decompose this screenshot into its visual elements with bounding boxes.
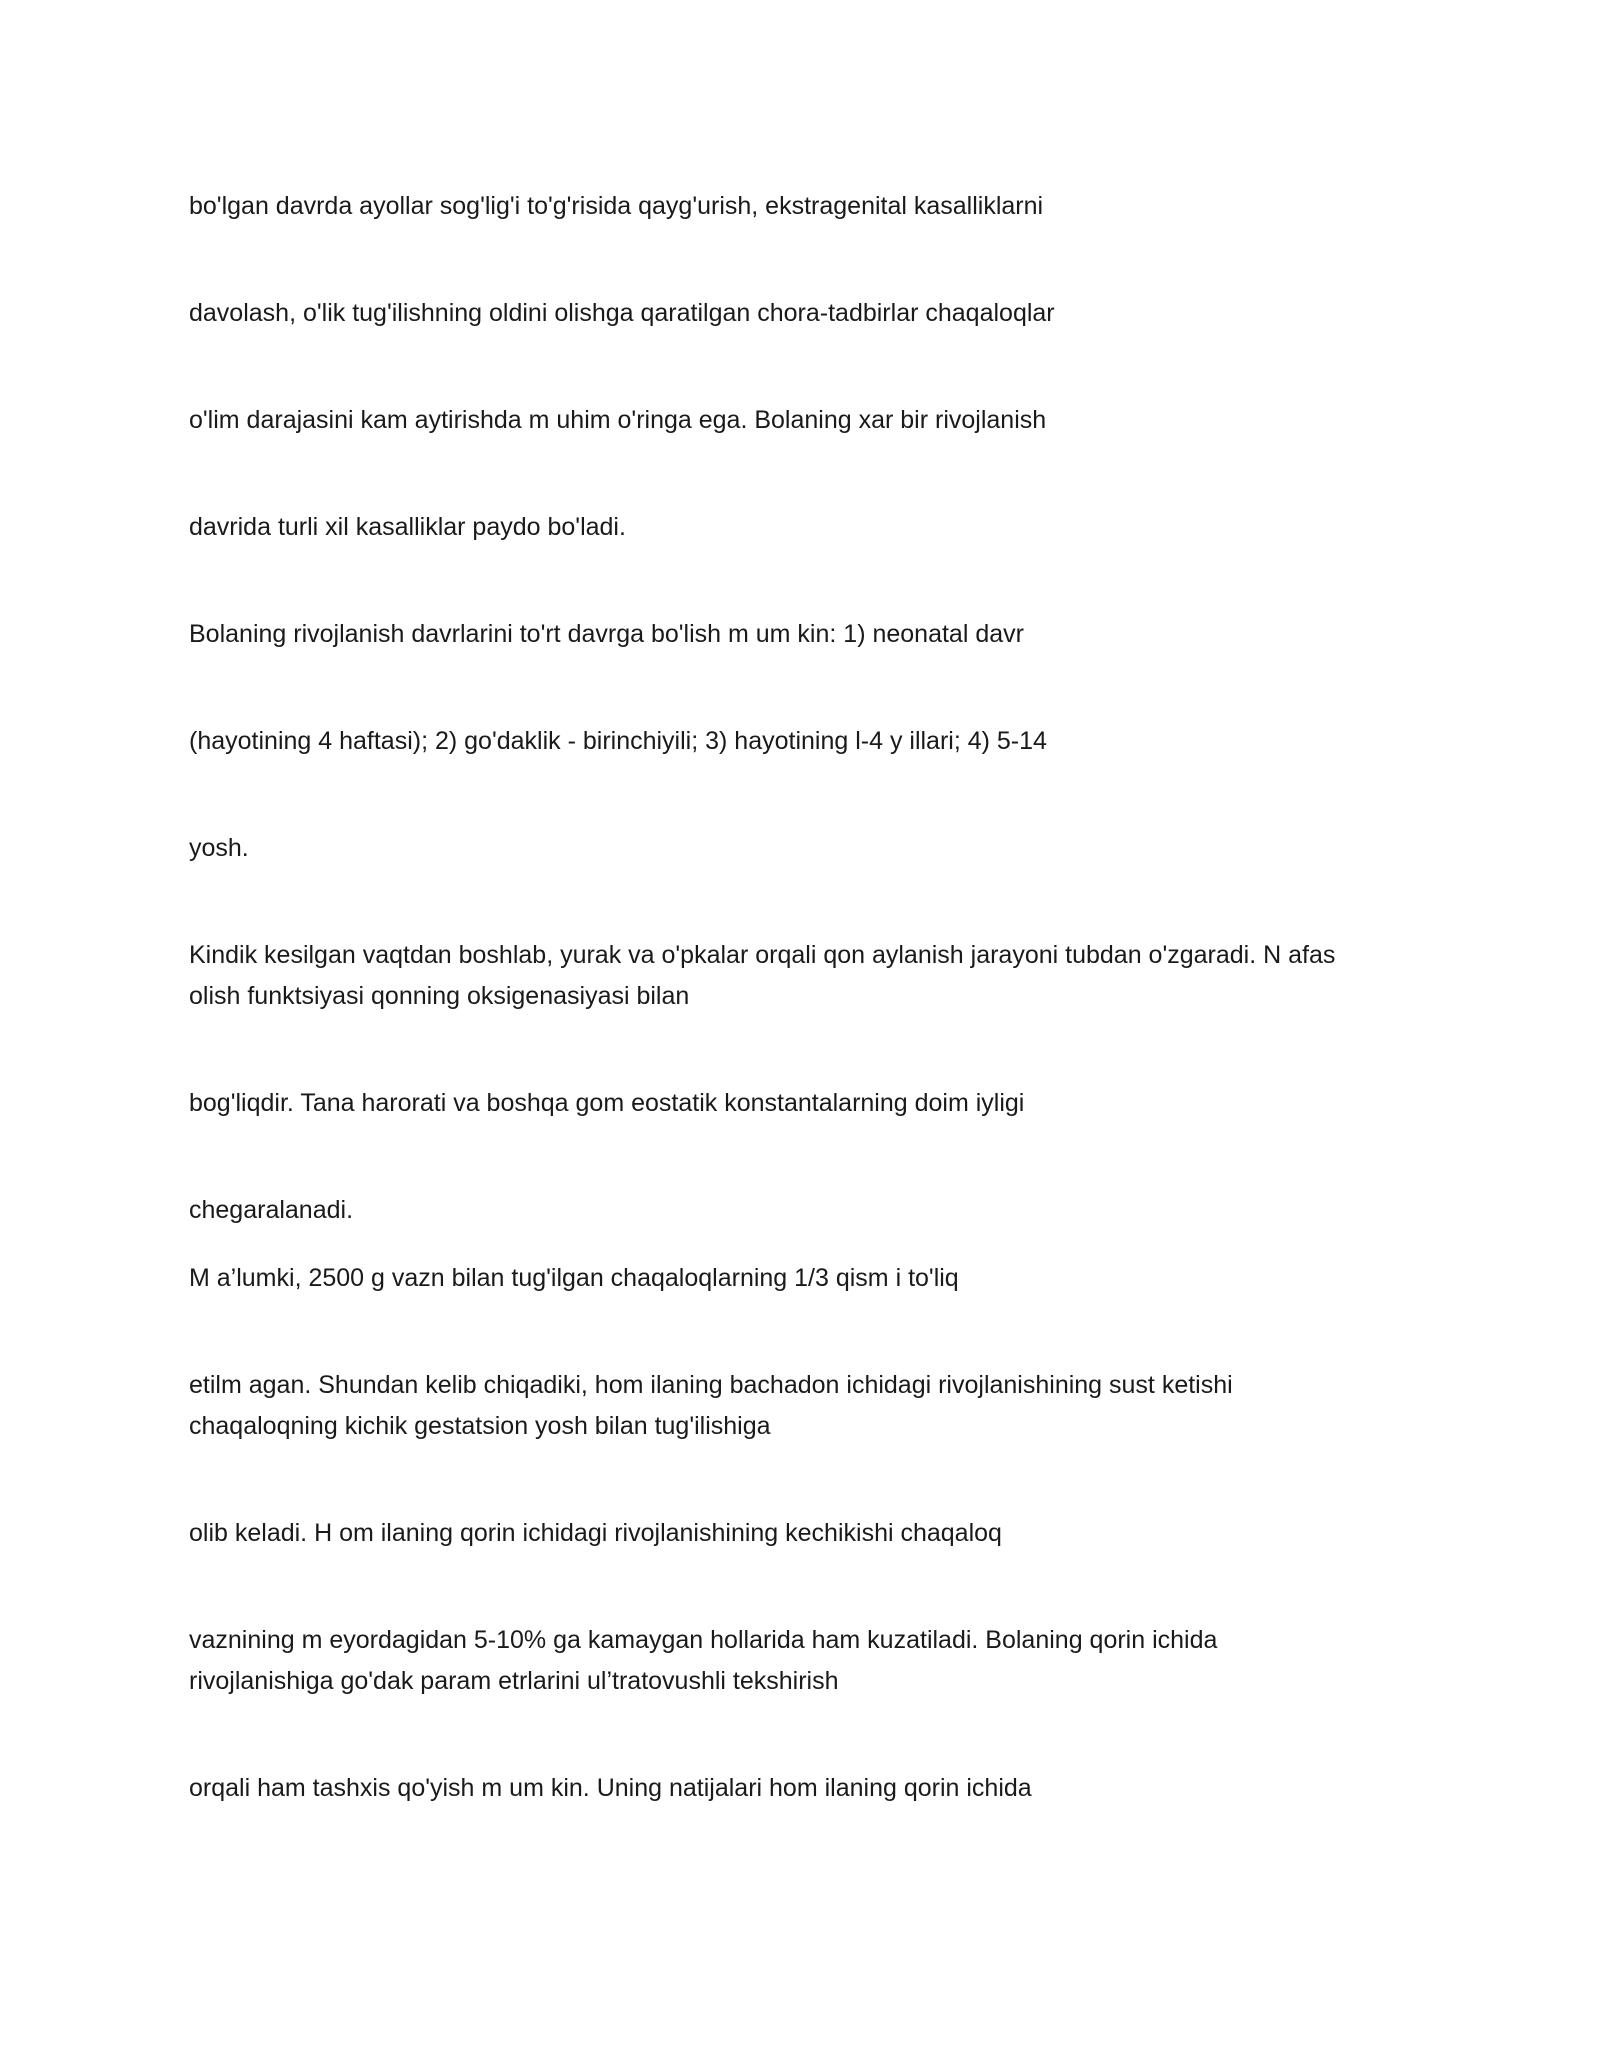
- text-line-16: vaznining m eyordagidan 5-10% ga kamaygan hollarida ham kuzatiladi. Bolaning qorin ichida: [189, 1626, 1218, 1654]
- text-line-2: davolash, o'lik tug'ilishning oldini olishga qaratilgan chora-tadbirlar chaqaloqlar: [189, 299, 1055, 327]
- text-line-1: bo'lgan davrda ayollar sog'lig'i to'g'risida qayg'urish, ekstragenital kasalliklarni: [189, 192, 1044, 220]
- text-line-3: o'lim darajasini kam aytirishda m uhim o'ringa ega. Bolaning xar bir rivojlanish: [189, 406, 1047, 434]
- text-line-7: yosh.: [189, 834, 249, 862]
- text-line-14: chaqaloqning kichik gestatsion yosh bilan tug'ilishiga: [189, 1412, 771, 1440]
- text-line-4: davrida turli xil kasalliklar paydo bo'ladi.: [189, 513, 626, 541]
- text-line-10: bog'liqdir. Tana harorati va boshqa gom eostatik konstantalarning doim iyligi: [189, 1089, 1025, 1117]
- text-line-8: Kindik kesilgan vaqtdan boshlab, yurak va o'pkalar orqali qon aylanish jarayoni tubdan o'zgaradi. N afas: [189, 941, 1336, 969]
- text-line-12: M a’lumki, 2500 g vazn bilan tug'ilgan chaqaloqlarning 1/3 qism i to'liq: [189, 1264, 959, 1292]
- text-line-9: olish funktsiyasi qonning oksigenasiyasi bilan: [189, 982, 690, 1010]
- text-line-18: orqali ham tashxis qo'yish m um kin. Uning natijalari hom ilaning qorin ichida: [189, 1774, 1032, 1802]
- text-line-11: chegaralanadi.: [189, 1196, 354, 1224]
- text-line-6: (hayotining 4 haftasi); 2) go'daklik - birinchiyili; 3) hayotining l-4 y illari; 4) 5-14: [189, 727, 1047, 755]
- text-line-13: etilm agan. Shundan kelib chiqadiki, hom ilaning bachadon ichidagi rivojlanishining sust ketishi: [189, 1371, 1233, 1399]
- text-line-17: rivojlanishiga go'dak param etrlarini ul’tratovushli tekshirish: [189, 1667, 839, 1695]
- text-line-15: olib keladi. H om ilaning qorin ichidagi rivojlanishining kechikishi chaqaloq: [189, 1519, 1002, 1547]
- text-line-5: Bolaning rivojlanish davrlarini to'rt davrga bo'lish m um kin: 1) neonatal davr: [189, 620, 1024, 648]
